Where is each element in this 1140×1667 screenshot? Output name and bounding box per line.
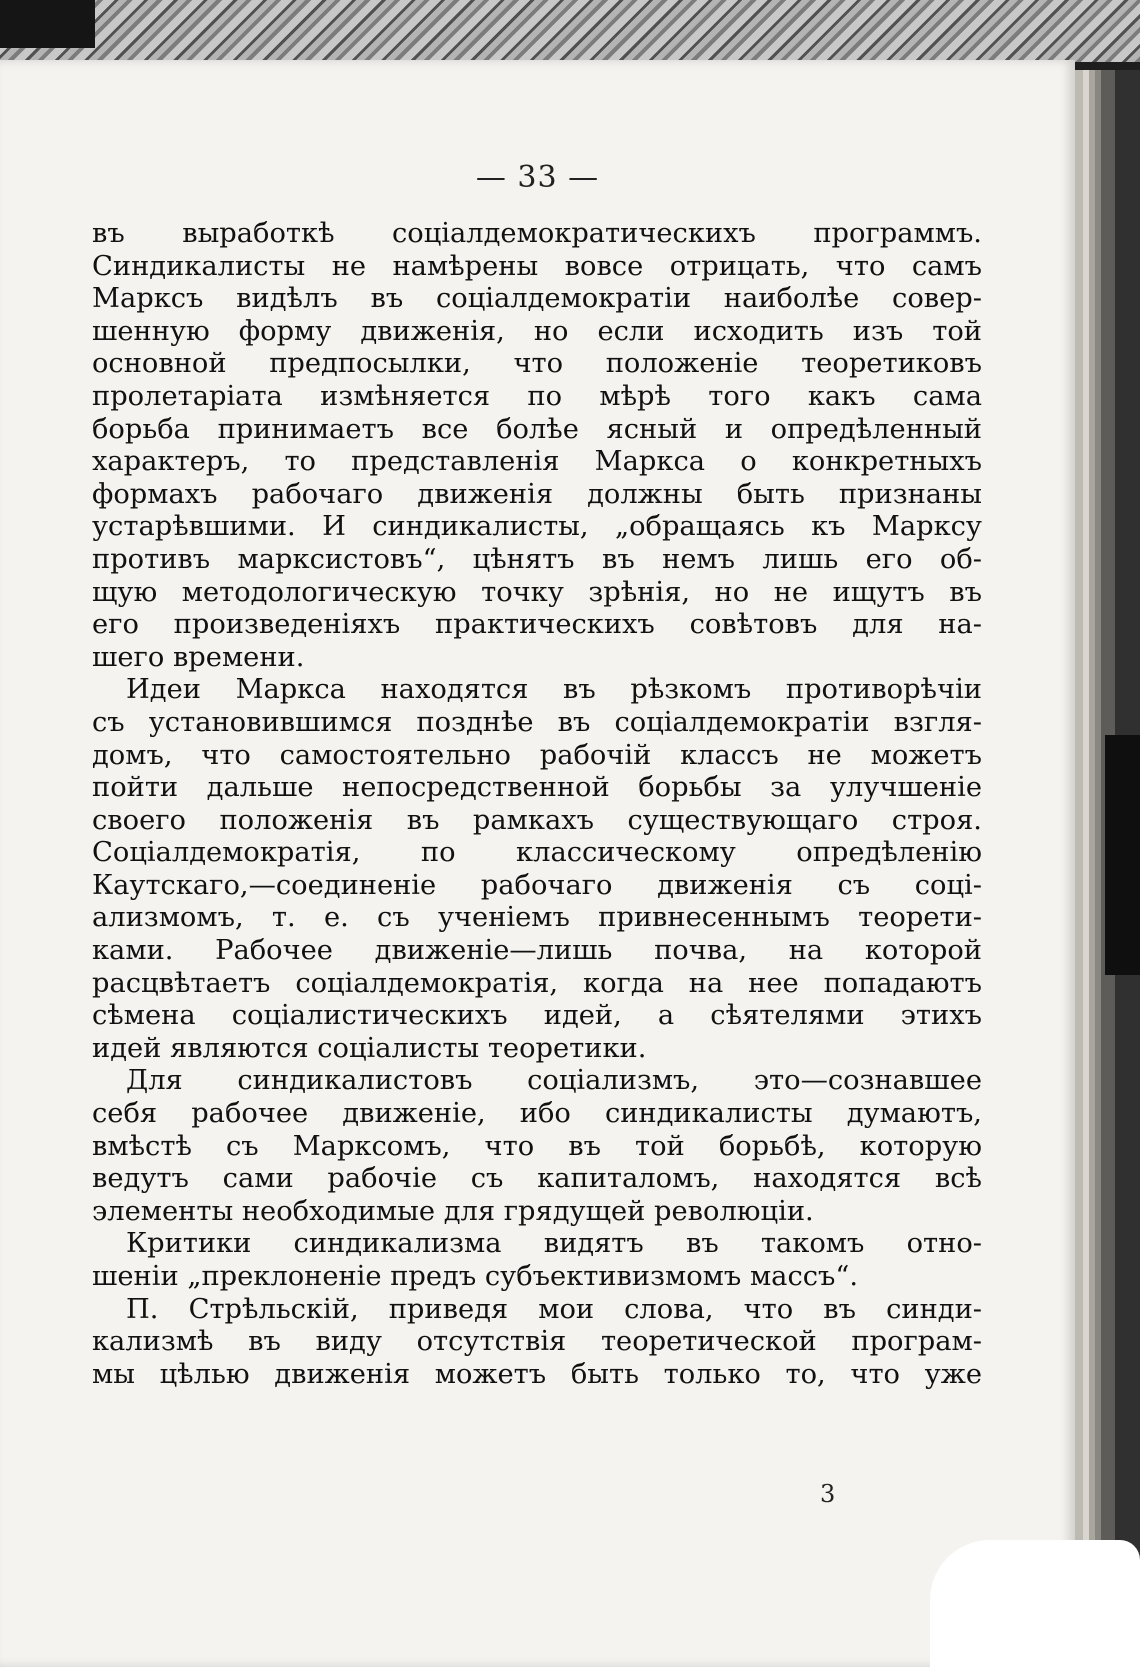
- text-line: шенную форму движенія, но если исходить изъ той: [92, 315, 982, 347]
- edge-shadow: [1105, 735, 1140, 975]
- text-line: шеніи „преклоненіе предъ субъективизмомъ массъ“.: [92, 1261, 859, 1292]
- text-line: элементы необходимые для грядущей революціи.: [92, 1195, 814, 1227]
- text-line: пролетаріата измѣняется по мѣрѣ того какъ сама: [92, 380, 982, 412]
- text-line: устарѣвшими. И синдикалисты, „обращаясь къ Марксу: [92, 511, 982, 543]
- text-line: противъ марксистовъ“, цѣнятъ въ немъ лишь его об-: [92, 543, 982, 575]
- text-line: Синдикалисты не намѣрены вовсе отрицать, что самъ: [92, 250, 982, 282]
- text-line: сѣмена соціалистическихъ идей, а сѣятелями этихъ: [92, 1000, 982, 1032]
- text-line: ализмомъ, т. е. съ ученіемъ привнесеннымъ теорети-: [92, 902, 982, 934]
- text-line: домъ, что самостоятельно рабочій классъ не можетъ: [92, 739, 982, 771]
- text-line: формахъ рабочаго движенія должны быть признаны: [92, 478, 982, 510]
- text-line: Марксъ видѣлъ въ соціалдемократіи наиболѣе совер-: [92, 283, 982, 315]
- torn-corner: [930, 1540, 1140, 1667]
- text-line: ведутъ сами рабочіе съ капиталомъ, находятся всѣ: [92, 1163, 982, 1195]
- text-line: расцвѣтаетъ соціалдемократія, когда на нее попадаютъ: [92, 967, 982, 999]
- text-line: Соціалдемократія, по классическому опредѣленію: [92, 837, 982, 869]
- scan-dark-corner: [0, 0, 95, 48]
- text-line: основной предпосылки, что положеніе теоретиковъ: [92, 348, 982, 380]
- text-line: Каутскаго,—соединеніе рабочаго движенія съ соці-: [92, 869, 982, 901]
- text-line: вмѣстѣ съ Марксомъ, что въ той борьбѣ, которую: [92, 1130, 982, 1162]
- text-line: Критики синдикализма видятъ въ такомъ отно-: [126, 1228, 982, 1260]
- text-line: въ выработкѣ соціалдемократическихъ программъ.: [92, 218, 982, 249]
- text-line: шего времени.: [92, 641, 305, 673]
- book-cover-border: [0, 0, 1140, 62]
- text-line: съ установившимся позднѣе въ соціалдемократіи взгля-: [92, 706, 982, 738]
- text-line: Для синдикалистовъ соціализмъ, это—сознавшее: [126, 1065, 982, 1097]
- text-line: Идеи Маркса находятся въ рѣзкомъ противорѣчіи: [126, 674, 982, 706]
- body-text: [92, 218, 982, 1391]
- text-line: характеръ, то представленія Маркса о конкретныхъ: [92, 446, 982, 478]
- text-line: ками. Рабочее движеніе—лишь почва, на которой: [92, 935, 982, 967]
- text-line: себя рабочее движеніе, ибо синдикалисты думаютъ,: [92, 1098, 982, 1130]
- text-line: П. Стрѣльскій, приведя мои слова, что въ синди-: [126, 1293, 982, 1325]
- signature-mark: 3: [820, 1480, 836, 1508]
- text-line: борьба принимаетъ все болѣе ясный и опредѣленный: [92, 413, 982, 445]
- text-line: его произведеніяхъ практическихъ совѣтовъ для на-: [92, 609, 982, 641]
- text-line: щую методологическую точку зрѣнія, но не ищутъ въ: [92, 576, 982, 608]
- page-header: — 33 —: [475, 160, 600, 195]
- text-line: пойти дальше непосредственной борьбы за улучшеніе: [92, 772, 982, 804]
- text-line: кализмѣ въ виду отсутствія теоретической програм-: [92, 1326, 982, 1358]
- text-line: мы цѣлью движенія можетъ быть только то, что уже: [92, 1358, 982, 1390]
- text-line: своего положенія въ рамкахъ существующаго строя.: [92, 804, 982, 836]
- text-line: идей являются соціалисты теоретики.: [92, 1032, 647, 1064]
